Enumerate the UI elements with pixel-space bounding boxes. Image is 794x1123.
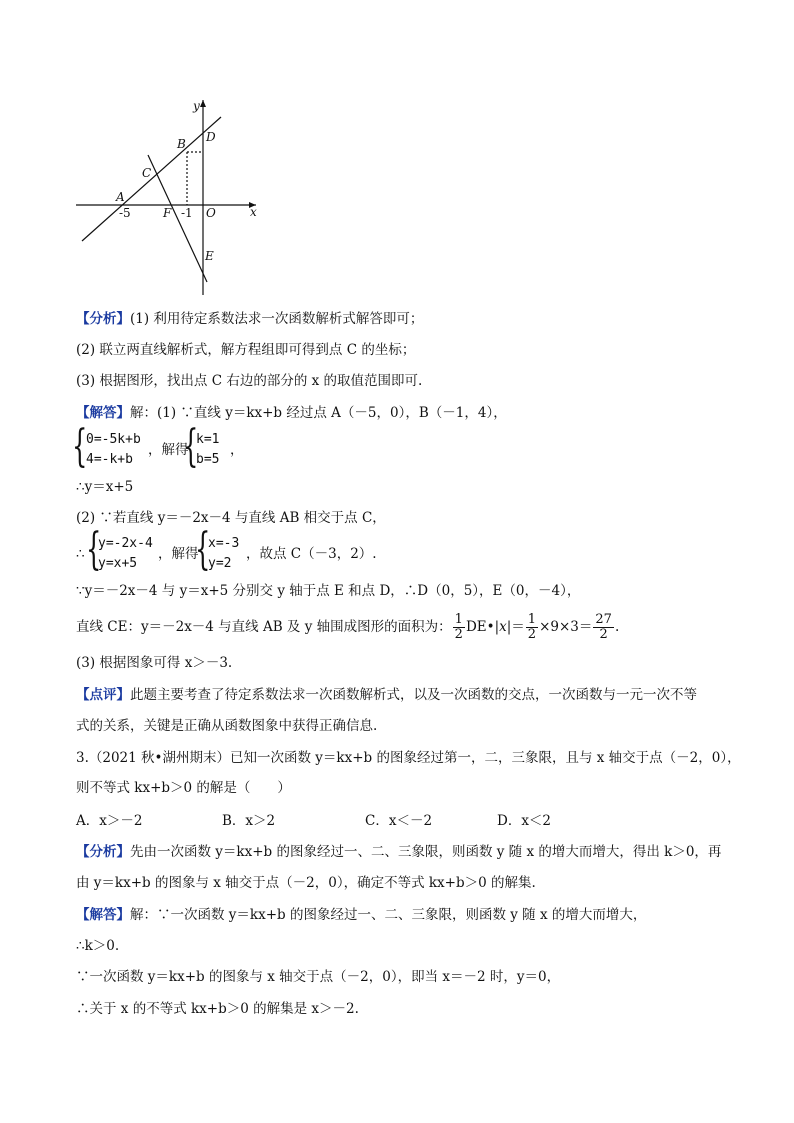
solution-q3-4-text: ∴关于 x 的不等式 kx+b＞0 的解集是 x＞－2. (76, 1001, 359, 1017)
analysis-2-text: (2) 联立两直线解析式，解方程组即可得到点 C 的坐标； (76, 342, 416, 358)
sys2-eq2: y=x+5 (98, 556, 138, 571)
comment-2-text: 式的关系，关键是正确从函数图象中获得正确信息. (76, 718, 378, 734)
analysis-q3-tag: 【分析】 (76, 844, 130, 860)
solution-points (76, 582, 580, 600)
line-ce (148, 155, 207, 282)
label-b: B (177, 137, 186, 151)
solution-q3-1-text: 解：∵一次函数 y＝kx+b 的图象经过一、二、三象限，则函数 y 随 x 的增大而增大， (130, 907, 647, 923)
sys2-end: ，故点 C（－3，2）. (246, 546, 377, 562)
option-c (365, 812, 432, 830)
area-end: . (614, 619, 620, 635)
y-arrow (200, 100, 206, 107)
solution-result-text: ∴y＝x+5 (76, 479, 134, 495)
frac3-num: 27 (595, 612, 612, 627)
analysis-3 (76, 372, 422, 390)
system-2-end (246, 545, 377, 563)
system-1-end (230, 441, 244, 459)
solution-q3-3-text: ∵一次函数 y＝kx+b 的图象与 x 轴交于点（－2，0），即当 x＝－2 时，y＝0， (76, 969, 561, 985)
sys1-end: ， (230, 442, 244, 458)
fraction-half-2 (526, 613, 538, 642)
solution-q3-3 (76, 968, 560, 986)
option-b (222, 812, 275, 830)
sys1-eq2: 4=-k+b (86, 452, 133, 467)
tick-m5: -5 (119, 206, 131, 220)
analysis-3-text: (3) 根据图形，找出点 C 右边的部分的 x 的取值范围即可. (76, 373, 423, 389)
label-e: E (205, 249, 214, 263)
label-f: F (163, 206, 172, 220)
solution-tag: 【解答】 (76, 405, 130, 421)
brace-3: { (86, 524, 102, 575)
solution-2-text: (2) ∵若直线 y＝－2x－4 与直线 AB 相交于点 C， (76, 510, 386, 526)
brace-4: { (195, 524, 211, 575)
solution-q3-1 (76, 906, 646, 924)
label-d: D (206, 130, 216, 144)
sys1-mid: ，解得 (148, 442, 189, 458)
question-3-cont (76, 779, 291, 797)
area-mid1: DE•|𝑥|＝ (465, 619, 525, 635)
brace-2: { (183, 421, 199, 472)
fraction-half-1 (453, 613, 465, 642)
sys2-sol2: y=2 (208, 556, 232, 571)
system-2-equations (98, 534, 153, 574)
solution-q3-2-text: ∴k＞0. (76, 938, 120, 954)
sys1-sol2: b=5 (196, 452, 220, 467)
analysis-1-text: (1) 利用待定系数法求一次函数解析式解答即可； (130, 311, 424, 327)
option-c-text: C．x＜－2 (365, 813, 433, 829)
comment-tag: 【点评】 (76, 687, 130, 703)
question-3-text: 3.（2021 秋•湖州期末）已知一次函数 y＝kx+b 的图象经过第一，二，三象限，且与 x 轴交于点（－2，0）， (76, 750, 741, 766)
line-ab (82, 117, 221, 241)
label-y: y (193, 99, 200, 113)
solution-3-text: (3) 根据图象可得 x＞－3. (76, 655, 233, 671)
comment-1 (76, 686, 697, 704)
system-1-equations (86, 430, 141, 470)
sys2-mid: ，解得 (158, 546, 199, 562)
sys1-sol1: k=1 (196, 432, 220, 447)
analysis-tag: 【分析】 (76, 311, 130, 327)
solution-q3-2 (76, 937, 119, 955)
fraction-27-2 (593, 613, 614, 642)
system-2-mid (158, 545, 199, 563)
solution-3 (76, 654, 232, 672)
option-d-text: D．x＜2 (497, 813, 552, 829)
analysis-1 (76, 310, 423, 328)
sys2-pre: ∴ (76, 546, 85, 562)
area-line (76, 610, 619, 644)
question-3-cont-text: 则不等式 kx+b＞0 的解是（ ） (76, 780, 291, 796)
comment-2 (76, 717, 377, 735)
analysis-q3-1-text: 先由一次函数 y＝kx+b 的图象经过一、二、三象限，则函数 y 随 x 的增大而增大，得出 k＞0，再 (130, 844, 722, 860)
sys2-eq1: y=-2x-4 (98, 536, 153, 551)
solution-points-text: ∵y＝－2x－4 与 y＝x+5 分别交 y 轴于点 E 和点 D，∴D（0，5），E（0，－4）， (76, 583, 581, 599)
solution-2 (76, 509, 386, 527)
solution-1 (76, 404, 507, 422)
analysis-q3-2-text: 由 y＝kx+b 的图象与 x 轴交于点（－2，0），确定不等式 kx+b＞0 的解集. (76, 875, 536, 891)
system-2-pre (76, 545, 85, 563)
frac1-num: 1 (454, 612, 463, 627)
frac1-den: 2 (454, 627, 463, 642)
analysis-q3-2 (76, 874, 536, 892)
brace-1: { (72, 421, 88, 472)
solution-q3-4 (76, 1000, 359, 1018)
sys2-sol1: x=-3 (208, 536, 240, 551)
area-mid2: ×9×3＝ (539, 619, 593, 635)
system-1-solution (196, 430, 219, 470)
system-2-solution (208, 534, 239, 574)
label-a: A (116, 190, 125, 204)
label-x: x (250, 205, 257, 219)
frac3-den: 2 (599, 627, 608, 642)
option-d (497, 812, 551, 830)
option-b-text: B．x＞2 (222, 813, 276, 829)
solution-1-text: 解：(1) ∵直线 y＝kx+b 经过点 A（－5，0），B（－1，4）， (130, 405, 507, 421)
analysis-2 (76, 341, 415, 359)
analysis-q3-1 (76, 843, 721, 861)
frac2-num: 1 (527, 612, 537, 627)
label-o: O (206, 206, 216, 220)
sys1-eq1: 0=-5k+b (86, 432, 141, 447)
option-a (76, 812, 142, 830)
tick-m1: -1 (181, 206, 193, 220)
label-c: C (142, 166, 152, 180)
function-graph-figure (0, 0, 794, 300)
area-pre: 直线 CE：y＝－2x－4 与直线 AB 及 y 轴围成图形的面积为： (76, 619, 452, 635)
solution-q3-tag: 【解答】 (76, 907, 130, 923)
question-3 (76, 749, 741, 767)
option-a-text: A．x＞－2 (76, 813, 143, 829)
frac2-den: 2 (527, 627, 537, 642)
solution-result (76, 478, 133, 496)
comment-1-text: 此题主要考查了待定系数法求一次函数解析式，以及一次函数的交点，一次函数与一元一次不等 (130, 687, 697, 703)
